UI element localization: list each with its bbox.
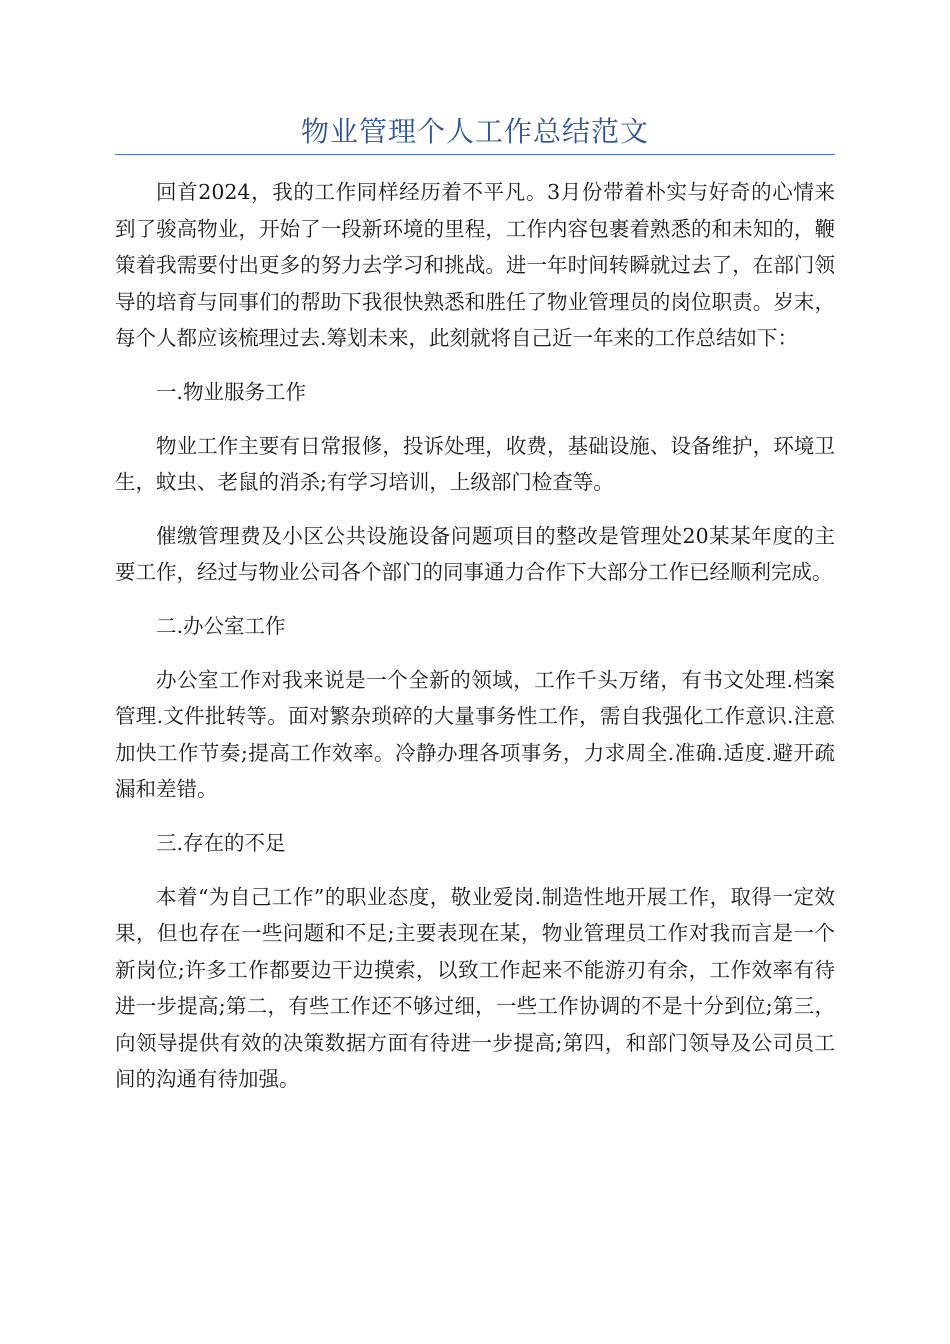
paragraph-office-work: 办公室工作对我来说是一个全新的领域，工作千头万绪，有书文处理.档案管理.文件批转等。面对繁杂琐碎的大量事务性工作，需自我强化工作意识.注意加快工作节奏;提高工作效率。冷静办理各项事务，力求周全.准确.适度.避开疏漏和差错。 [115, 667, 835, 802]
title-underline [115, 154, 835, 155]
paragraph-intro: 回首2024，我的工作同样经历着不平凡。3月份带着朴实与好奇的心情来到了骏高物业，开始了一段新环境的里程，工作内容包裹着熟悉的和未知的，鞭策着我需要付出更多的努力去学习和挑战。进一年时间转瞬就过去了，在部门领导的培育与同事们的帮助下我很快熟悉和胜任了物业管理员的岗位职责。岁末，每个人都应该梳理过去.筹划未来，此刻就将自己近一年来的工作总结如下： [115, 180, 835, 351]
paragraph-shortcomings: 本着“为自己工作”的职业态度，敬业爱岗.制造性地开展工作，取得一定效果，但也存在一些问题和不足;主要表现在某，物业管理员工作对我而言是一个新岗位;许多工作都要边干边摸索，以致工作起来不能游刃有余，工作效率有待进一步提高;第二，有些工作还不够过细，一些工作协调的不是十分到位;第三，向领导提供有效的决策数据方面有待进一步提高;第四，和部门领导及公司员工间的沟通有待加强。 [115, 884, 835, 1092]
section-heading-office-work: 二.办公室工作 [156, 613, 286, 638]
section-heading-shortcomings: 三.存在的不足 [156, 830, 286, 855]
paragraph-fee-collection: 催缴管理费及小区公共设施设备问题项目的整改是管理处20某某年度的主要工作，经过与物业公司各个部门的同事通力合作下大部分工作已经顺利完成。 [115, 523, 835, 585]
document-body [115, 174, 835, 1115]
paragraph-property-service-duties: 物业工作主要有日常报修，投诉处理，收费，基础设施、设备维护，环境卫生，蚊虫、老鼠的消杀;有学习培训，上级部门检查等。 [115, 433, 835, 495]
document-title: 物业管理个人工作总结范文 [300, 115, 649, 148]
section-heading-property-service: 一.物业服务工作 [156, 379, 307, 404]
